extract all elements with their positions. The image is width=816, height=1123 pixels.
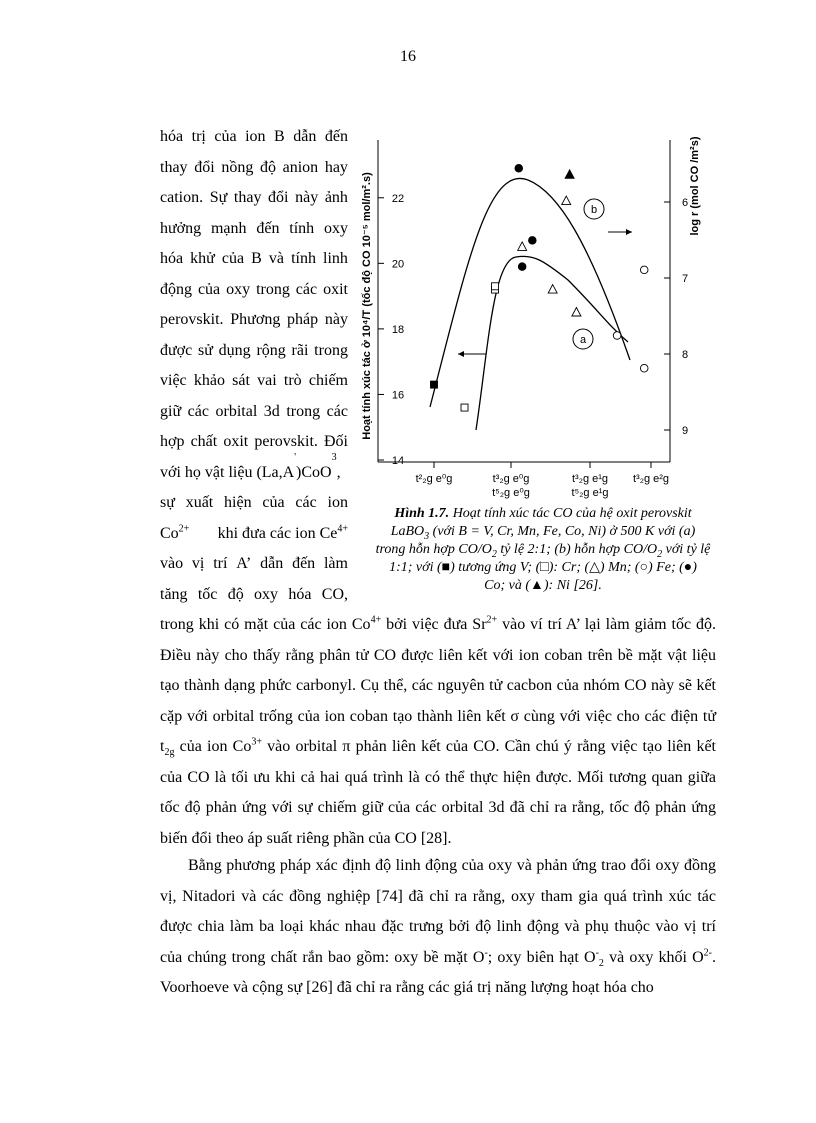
data-point-open-circle — [640, 364, 648, 372]
data-point-filled-square — [431, 381, 438, 388]
wrapped-line: cation. Sự thay đổi này ảnh — [160, 189, 348, 206]
label-b-circle — [584, 199, 604, 219]
label-b: b — [590, 204, 598, 216]
wrapped-line: động của oxy trong các oxit — [160, 280, 348, 298]
x-tick-label: t³₂g e²g — [632, 473, 670, 485]
wrapped-line: việc khảo sát vai trò chiếm — [160, 372, 348, 389]
wrapped-line: hóa khử của B và tính linh — [160, 250, 348, 267]
data-point-filled-circle — [518, 263, 526, 271]
x-tick-label-lower: t⁵₂g e⁰g — [492, 487, 530, 499]
label-a: a — [579, 334, 587, 346]
y-axis-right-label: log r (mol CO /m²s) — [689, 136, 701, 236]
y-right-tick-label: 8 — [682, 349, 689, 361]
wrapped-line: $Co^{2+}$ khi đưa các ion $Ce^{4+}$ — [160, 523, 348, 542]
wrapped-line: hóa trị của ion B dẫn đến — [160, 128, 348, 145]
wrapped-line: vào vị trí A’ dẫn đến làm — [160, 555, 348, 572]
arrow-left-axis — [458, 351, 486, 357]
y-left-tick-label: 14 — [391, 455, 405, 467]
paragraph-1: trong khi có mặt của các ion $Co^{4+}$ bởi việc đưa $Sr^{2+}$ vào ví trí A’ lại làm giảm tốc độ. Điều này cho thấy rằng phân tử CO được liên kết với ion coban trên bề mặt vật liệu tạo thành dạng phức carbonyl. Cụ thể, các nguyên tử cacbon của nhóm CO này sẽ kết cặp với orbital trống của ion coban tạo thành liên kết σ cùng với việc cho các điện tử $t_{2g}$ của ion $Co^{3+}$ vào orbital π phản liên kết của CO. Cần chú ý rằng việc tạo liên kết của CO là tối ưu khi cả hai quá trình là có thể thực hiện được. Mối tương quan giữa tốc độ phản ứng với sự chiếm giữ của các orbital 3d đã chỉ ra rằng, tốc độ phản ứng biến đổi theo áp suất riêng phần của CO [28]. — [160, 614, 717, 847]
data-point-open-triangle — [518, 242, 527, 251]
label-a-circle — [573, 329, 593, 349]
y-left-tick-label: 22 — [391, 192, 405, 205]
x-tick-label: t²₂g e⁰g — [415, 473, 453, 485]
wrapped-line: sự xuất hiện của các ion — [160, 494, 348, 511]
y-axis-left-label: Hoạt tính xúc tác ở 10⁴/T (tốc độ CO 10⁻⁵ mol/m².s) — [361, 172, 373, 440]
page-number: 16 — [400, 48, 416, 65]
figure-label: Hình 1.7. — [394, 506, 450, 521]
wrapped-line: với họ vật liệu (La,A ' )CoO 3 , — [160, 451, 341, 481]
wrapped-line: giữ các orbital 3d trong các — [160, 402, 348, 420]
y-right-tick-label: 7 — [682, 273, 689, 285]
catalytic-activity-figure — [358, 120, 730, 500]
y-right-tick-label: 9 — [682, 425, 689, 437]
figure-axes — [378, 140, 670, 462]
x-tick-label: t³₂g e⁰g — [492, 473, 530, 485]
data-point-open-circle — [613, 332, 621, 340]
data-point-open-triangle — [548, 285, 557, 294]
x-tick-label-lower: t⁵₂g e¹g — [571, 487, 609, 499]
curve-b — [430, 178, 630, 407]
wrapped-text-column — [160, 122, 348, 610]
data-point-filled-circle — [515, 164, 523, 172]
wrapped-line: hưởng mạnh đến tính oxy — [160, 219, 348, 237]
data-point-open-triangle — [562, 196, 571, 205]
y-right-tick-label: 6 — [682, 197, 689, 209]
wrapped-line: thay đổi nồng độ anion hay — [160, 158, 348, 176]
wrapped-line: hợp chất oxit perovskit. Đối — [160, 433, 348, 450]
data-point-filled-circle — [529, 237, 537, 245]
figure-caption: Hình 1.7. Hoạt tính xúc tác CO của hệ oxit perovskit LaBO$_3$ (với B = V, Cr, Mn, Fe, Co, Ni) ở 500 K với (a) trong hỗn hợp $CO/O_2$ tỷ lệ 2:1; (b) hỗn hợp $CO/O_2$ với tỷ lệ 1:1; với (■) tương ứng V; (□): Cr; (△) Mn; (○) Fe; (●) Co; và (▲): Ni [26]. — [375, 506, 711, 593]
x-tick-label: t³₂g e¹g — [571, 473, 609, 485]
data-point-open-square — [492, 283, 499, 290]
data-point-open-square — [461, 404, 468, 411]
wrapped-line: tăng tốc độ oxy hóa CO, — [160, 585, 348, 603]
y-left-tick-label: 18 — [391, 323, 405, 336]
data-point-open-circle — [640, 266, 648, 274]
wrapped-line: perovskit. Phương pháp này — [160, 311, 348, 328]
wrapped-line: được sử dụng rộng rãi trong — [160, 341, 348, 359]
paragraph-2: Bằng phương pháp xác định độ linh động của oxy và phản ứng trao đổi oxy đồng vị, Nitadori và các đồng nghiệp [74] đã chỉ ra rằng, oxy tham gia quá trình xúc tác được chia làm ba loại khác nhau đặc trưng bởi độ linh động và phụ thuộc vào vị trí của chúng trong chất rắn bao gồm: oxy bề mặt O-; oxy biên hạt $O^-_2$ và oxy khối $O^{2-}$. Voorhoeve và cộng sự [26] đã chỉ ra rằng các giá trị năng lượng hoạt hóa cho — [160, 857, 717, 996]
y-left-tick-label: 20 — [391, 258, 405, 271]
y-left-tick-label: 16 — [391, 389, 405, 402]
arrow-right-axis — [608, 229, 632, 235]
data-point-open-triangle — [572, 308, 581, 317]
data-point-filled-triangle — [565, 170, 574, 179]
